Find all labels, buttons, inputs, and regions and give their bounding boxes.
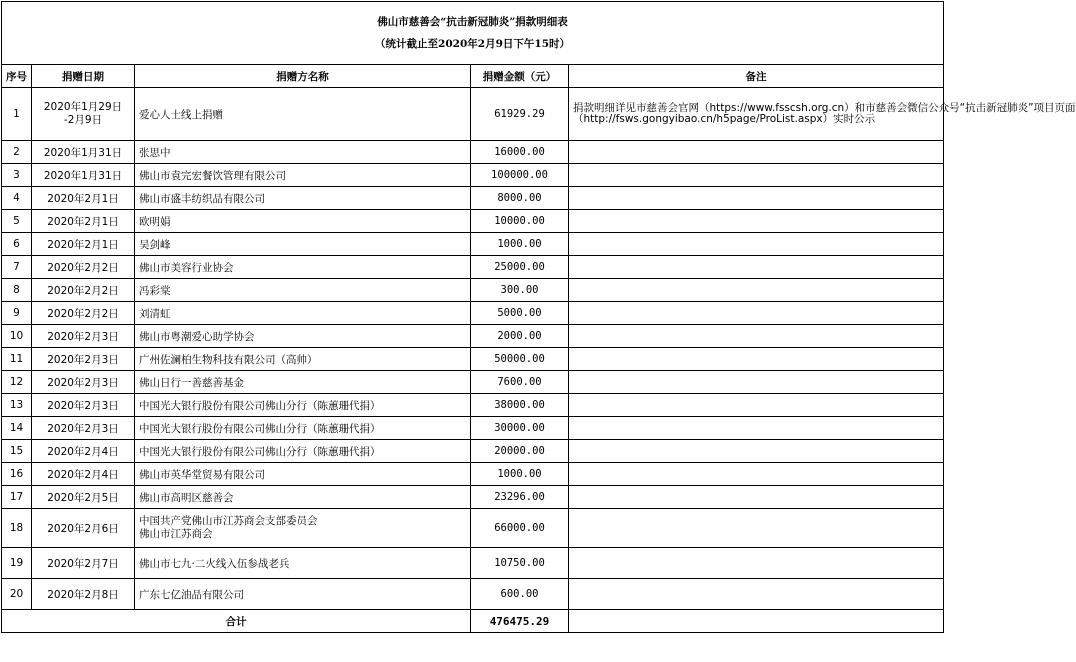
cell-donor: 欧明娟	[135, 210, 471, 233]
cell-no: 7	[2, 256, 32, 279]
header-row	[2, 65, 944, 88]
cell-donor: 刘清虹	[135, 302, 471, 325]
cell-date: 2020年2月1日	[32, 233, 135, 256]
table-row	[2, 302, 944, 325]
cell-note	[569, 348, 944, 371]
cell-no: 13	[2, 394, 32, 417]
cell-date: 2020年2月2日	[32, 302, 135, 325]
cell-date: 2020年2月6日	[32, 509, 135, 548]
total-amount: 476475.29	[471, 610, 569, 633]
header-date: 捐赠日期	[32, 65, 135, 88]
header-donor: 捐赠方名称	[135, 65, 471, 88]
cell-donor: 佛山市英华堂贸易有限公司	[135, 463, 471, 486]
cell-date: 2020年2月3日	[32, 394, 135, 417]
cell-note	[569, 233, 944, 256]
cell-date: 2020年2月1日	[32, 210, 135, 233]
cell-date: 2020年2月8日	[32, 579, 135, 610]
table-row	[2, 325, 944, 348]
cell-donor: 张思中	[135, 141, 471, 164]
header-amount: 捐赠金额（元）	[471, 65, 569, 88]
cell-date: 2020年1月31日	[32, 141, 135, 164]
table-title	[2, 2, 944, 65]
cell-no: 10	[2, 325, 32, 348]
cell-date: 2020年2月3日	[32, 371, 135, 394]
table-row	[2, 187, 944, 210]
cell-amount: 2000.00	[471, 325, 569, 348]
cell-no: 8	[2, 279, 32, 302]
note-line-2: （http://fsws.gongyibao.cn/h5page/ProList.aspx）实时公示	[573, 113, 876, 125]
cell-note	[569, 394, 944, 417]
cell-date: 2020年2月4日	[32, 440, 135, 463]
cell-note	[569, 256, 944, 279]
cell-amount: 1000.00	[471, 233, 569, 256]
table-row	[2, 88, 944, 141]
cell-date: 2020年2月4日	[32, 463, 135, 486]
cell-no: 5	[2, 210, 32, 233]
cell-amount: 30000.00	[471, 417, 569, 440]
cell-donor: 爱心人士线上捐赠	[135, 88, 471, 141]
cell-date: 2020年2月2日	[32, 256, 135, 279]
cell-amount: 300.00	[471, 279, 569, 302]
cell-no: 17	[2, 486, 32, 509]
cell-no: 6	[2, 233, 32, 256]
cell-amount: 20000.00	[471, 440, 569, 463]
cell-note	[569, 279, 944, 302]
table-row	[2, 463, 944, 486]
table-row	[2, 256, 944, 279]
cell-no: 3	[2, 164, 32, 187]
table-row	[2, 440, 944, 463]
cell-donor: 中国光大银行股份有限公司佛山分行（陈蕙珊代捐）	[135, 440, 471, 463]
cell-amount: 23296.00	[471, 486, 569, 509]
cell-date-start: 2020年1月29日	[43, 101, 123, 113]
cell-date: 2020年2月2日	[32, 279, 135, 302]
cell-amount: 66000.00	[471, 509, 569, 548]
cell-note	[569, 548, 944, 579]
cell-amount: 1000.00	[471, 463, 569, 486]
cell-donor: 佛山日行一善慈善基金	[135, 371, 471, 394]
cell-amount: 5000.00	[471, 302, 569, 325]
table-row	[2, 509, 944, 548]
cell-note	[569, 210, 944, 233]
cell-no: 18	[2, 509, 32, 548]
cell-note	[569, 88, 1076, 141]
cell-donor-line-2: 佛山市江苏商会	[139, 528, 213, 540]
table-row	[2, 579, 944, 610]
cell-date: 2020年2月3日	[32, 348, 135, 371]
cell-donor: 佛山市美容行业协会	[135, 256, 471, 279]
table-row	[2, 394, 944, 417]
cell-donor: 佛山市高明区慈善会	[135, 486, 471, 509]
cell-no: 19	[2, 548, 32, 579]
cell-no: 11	[2, 348, 32, 371]
cell-amount: 25000.00	[471, 256, 569, 279]
donation-table	[1, 1, 1076, 633]
cell-note	[569, 325, 944, 348]
table-row	[2, 233, 944, 256]
table-row	[2, 164, 944, 187]
cell-donor	[135, 509, 471, 548]
cell-note	[569, 187, 944, 210]
cell-date: 2020年2月3日	[32, 417, 135, 440]
cell-date	[32, 88, 135, 141]
cell-donor: 中国光大银行股份有限公司佛山分行（陈蕙珊代捐）	[135, 394, 471, 417]
cell-note	[569, 509, 944, 548]
cell-no: 12	[2, 371, 32, 394]
note-line-1: 捐款明细详见市慈善会官网（https://www.fsscsh.org.cn）和市慈善会微信公众号“抗击新冠肺炎”项目页面	[573, 102, 1076, 114]
title-line-1: 佛山市慈善会“抗击新冠肺炎”捐款明细表	[377, 16, 568, 28]
cell-no: 15	[2, 440, 32, 463]
cell-donor: 广东七亿油品有限公司	[135, 579, 471, 610]
cell-note	[569, 417, 944, 440]
cell-no: 2	[2, 141, 32, 164]
cell-note	[569, 579, 944, 610]
table-row	[2, 371, 944, 394]
cell-donor: 佛山市粤潮爱心助学协会	[135, 325, 471, 348]
total-note	[569, 610, 944, 633]
cell-amount: 7600.00	[471, 371, 569, 394]
table-row	[2, 210, 944, 233]
cell-note	[569, 371, 944, 394]
header-no: 序号	[2, 65, 32, 88]
table-row	[2, 417, 944, 440]
cell-no: 14	[2, 417, 32, 440]
cell-note	[569, 302, 944, 325]
cell-donor: 佛山市七九·二火线入伍参战老兵	[135, 548, 471, 579]
cell-note	[569, 141, 944, 164]
cell-no: 4	[2, 187, 32, 210]
cell-donor-line-1: 中国共产党佛山市江苏商会支部委员会	[139, 515, 318, 527]
table-row	[2, 348, 944, 371]
cell-date-end: -2月9日	[63, 114, 103, 126]
cell-amount: 38000.00	[471, 394, 569, 417]
cell-no: 9	[2, 302, 32, 325]
cell-amount: 61929.29	[471, 88, 569, 141]
cell-date: 2020年2月5日	[32, 486, 135, 509]
cell-amount: 8000.00	[471, 187, 569, 210]
cell-amount: 10750.00	[471, 548, 569, 579]
cell-donor: 中国光大银行股份有限公司佛山分行（陈蕙珊代捐）	[135, 417, 471, 440]
cell-date: 2020年2月7日	[32, 548, 135, 579]
cell-date: 2020年2月1日	[32, 187, 135, 210]
cell-note	[569, 486, 944, 509]
total-row	[2, 610, 944, 633]
cell-date: 2020年1月31日	[32, 164, 135, 187]
table-row	[2, 279, 944, 302]
total-label: 合计	[2, 610, 471, 633]
table-row	[2, 486, 944, 509]
title-line-2: （统计截止至2020年2月9日下午15时）	[375, 38, 570, 50]
cell-note	[569, 164, 944, 187]
cell-donor: 冯彩棠	[135, 279, 471, 302]
cell-amount: 16000.00	[471, 141, 569, 164]
cell-amount: 50000.00	[471, 348, 569, 371]
cell-donor: 佛山市袁完宏餐饮管理有限公司	[135, 164, 471, 187]
cell-date: 2020年2月3日	[32, 325, 135, 348]
cell-note	[569, 463, 944, 486]
cell-donor: 广州佐澜柏生物科技有限公司（高帅）	[135, 348, 471, 371]
cell-donor: 佛山市盛丰纺织品有限公司	[135, 187, 471, 210]
table-row	[2, 141, 944, 164]
cell-no: 16	[2, 463, 32, 486]
header-note: 备注	[569, 65, 944, 88]
cell-donor: 吴剑峰	[135, 233, 471, 256]
cell-note	[569, 440, 944, 463]
table-row	[2, 548, 944, 579]
cell-amount: 600.00	[471, 579, 569, 610]
cell-no: 20	[2, 579, 32, 610]
cell-no: 1	[2, 88, 32, 141]
cell-amount: 10000.00	[471, 210, 569, 233]
cell-amount: 100000.00	[471, 164, 569, 187]
